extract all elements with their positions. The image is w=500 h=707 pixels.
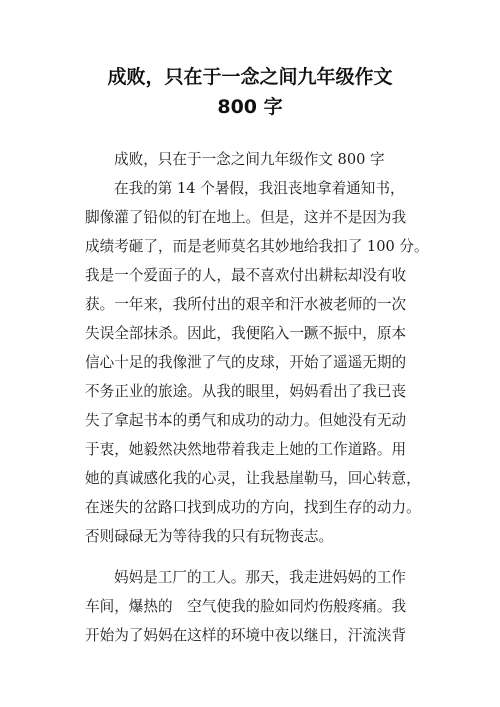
text-line: 我是一个爱面子的人，最不喜欢付出耕耘却没有收 xyxy=(85,267,407,284)
text-line: 成绩考砸了，而是老师莫名其妙地给我扣了 100 分。 xyxy=(85,238,429,255)
text-line: 成败，只在于一念之间九年级作文 800 字 xyxy=(114,151,385,168)
text-line: 在我的第 14 个暑假，我沮丧地拿着通知书， xyxy=(114,180,405,197)
document-title-line-1: 成败，只在于一念之间九年级作文 xyxy=(107,66,393,88)
text-line: 否则碌碌无为等待我的只有玩物丧志。 xyxy=(85,528,334,545)
text-line: 脚像灌了铅似的钉在地上。但是，这并不是因为我 xyxy=(85,209,407,226)
text-line: 于衷，她毅然决然地带着我走上她的工作道路。用 xyxy=(85,441,407,458)
text-line: 不务正业的旅途。从我的眼里，妈妈看出了我已丧 xyxy=(85,383,407,400)
text-line: 妈妈是工厂的工人。那天，我走进妈妈的工作 xyxy=(114,569,406,586)
text-line: 失了拿起书本的勇气和成功的动力。但她没有无动 xyxy=(85,412,407,429)
text-line: 信心十足的我像泄了气的皮球，开始了遥遥无期的 xyxy=(85,354,407,371)
text-line: 她的真诚感化我的心灵，让我悬崖勒马，回心转意， xyxy=(85,470,421,487)
text-line: 开始为了妈妈在这样的环境中夜以继日，汗流浃背 xyxy=(85,627,407,644)
document-title-line-2: 800 字 xyxy=(217,96,283,118)
text-line: 在迷失的岔路口找到成功的方向，找到生存的动力。 xyxy=(85,499,421,516)
text-line: 车间，爆热的 空气使我的脸如同灼伤般疼痛。我 xyxy=(85,598,407,615)
text-line: 失误全部抹杀。因此，我便陷入一蹶不振中，原本 xyxy=(85,325,407,342)
text-line: 获。一年来，我所付出的艰辛和汗水被老师的一次 xyxy=(85,296,407,313)
